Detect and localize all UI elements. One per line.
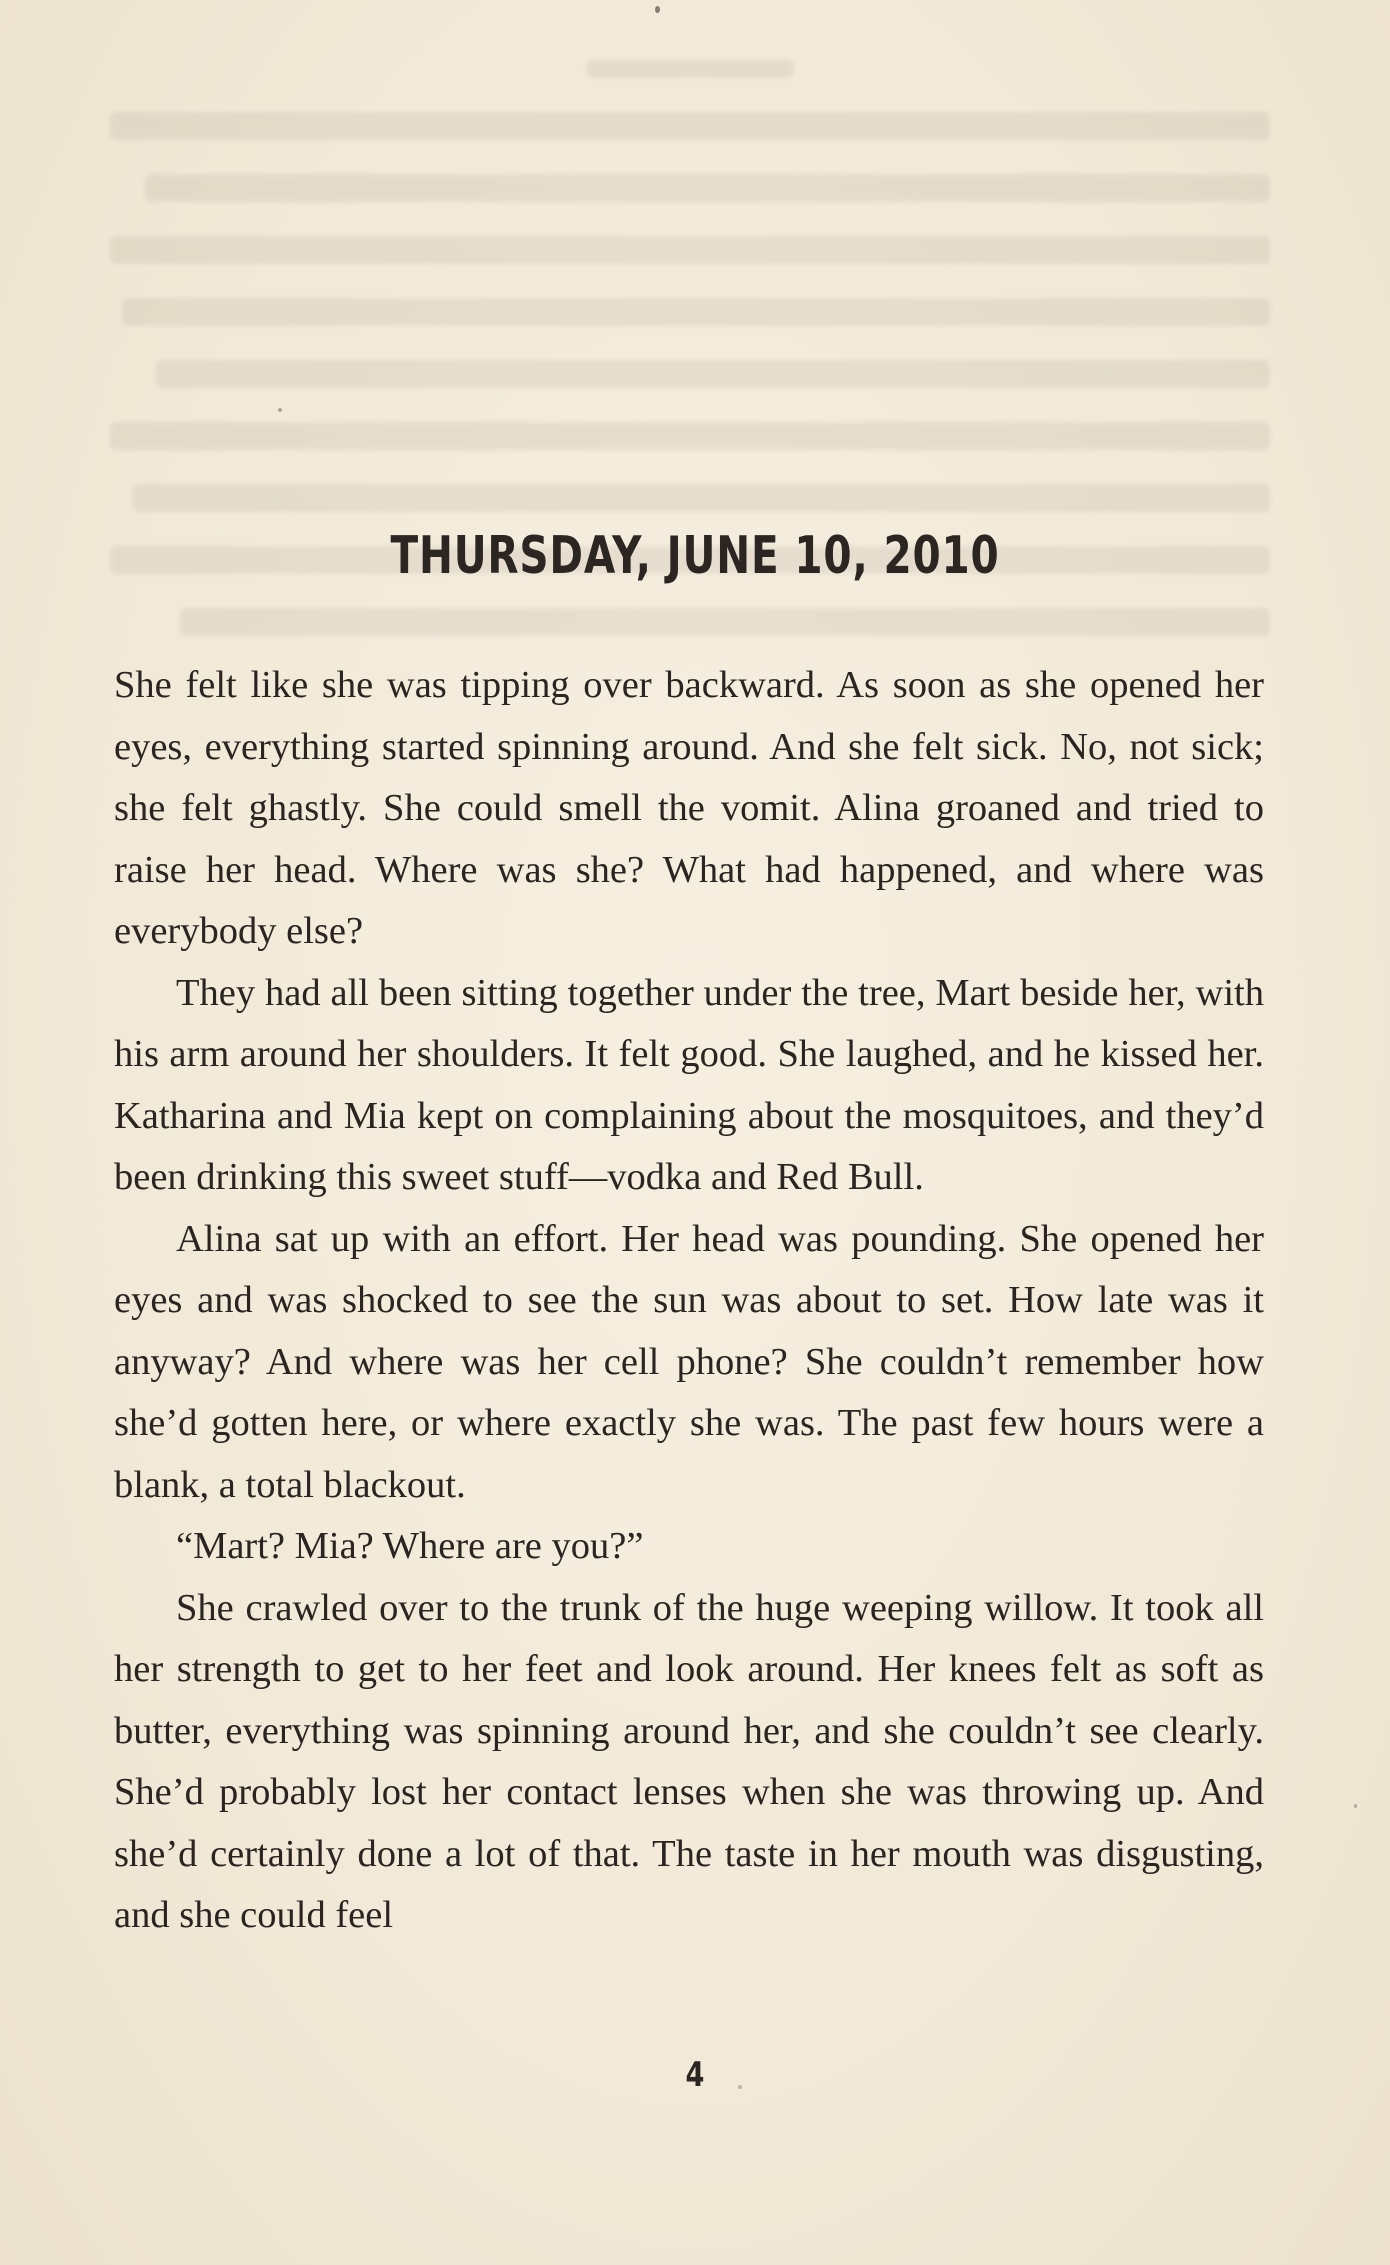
- paper-speck: [1354, 1804, 1357, 1808]
- paragraph: Alina sat up with an effort. Her head was pounding. She opened her eyes and was shocked to see the sun was about to set. How late was it anyway? And where was her cell phone? She couldn’t remember how she’d gotten here, or where exactly she was. The past few hours were a blank, a total blackout.: [114, 1217, 1264, 1506]
- paper-speck: [278, 408, 282, 412]
- show-through-text: [110, 60, 1270, 720]
- paragraph: She crawled over to the trunk of the huge weeping willow. It took all her strength to get to her feet and look around. Her knees felt as soft as butter, everything was spinning around her, and she couldn’t see clearly. She’d probably lost her contact lenses when she was throwing up. And she’d certainly done a lot of that. The taste in her mouth was disgusting, and she could feel: [114, 1586, 1264, 1936]
- page-number: 4: [685, 2055, 705, 2095]
- paragraph: “Mart? Mia? Where are you?”: [176, 1525, 644, 1567]
- paper-speck: [738, 2085, 742, 2089]
- paragraph: She felt like she was tipping over backward. As soon as she opened her eyes, everything started spinning around. And she felt sick. No, not sick; she felt ghastly. She could smell the vomit. Alina groaned and tried to raise her head. Where was she? What had happened, and where was everybody else?: [114, 664, 1264, 952]
- paragraph: They had all been sitting together under the tree, Mart beside her, with his arm around her shoulders. It felt good. She laughed, and he kissed her. Katharina and Mia kept on complaining about the mosquitoes, and they’d been drinking this sweet stuff—vodka and Red Bull.: [114, 971, 1264, 1198]
- chapter-title: THURSDAY, JUNE 10, 2010: [390, 526, 1000, 586]
- body-text: [114, 655, 1264, 1947]
- paper-speck: [655, 6, 660, 13]
